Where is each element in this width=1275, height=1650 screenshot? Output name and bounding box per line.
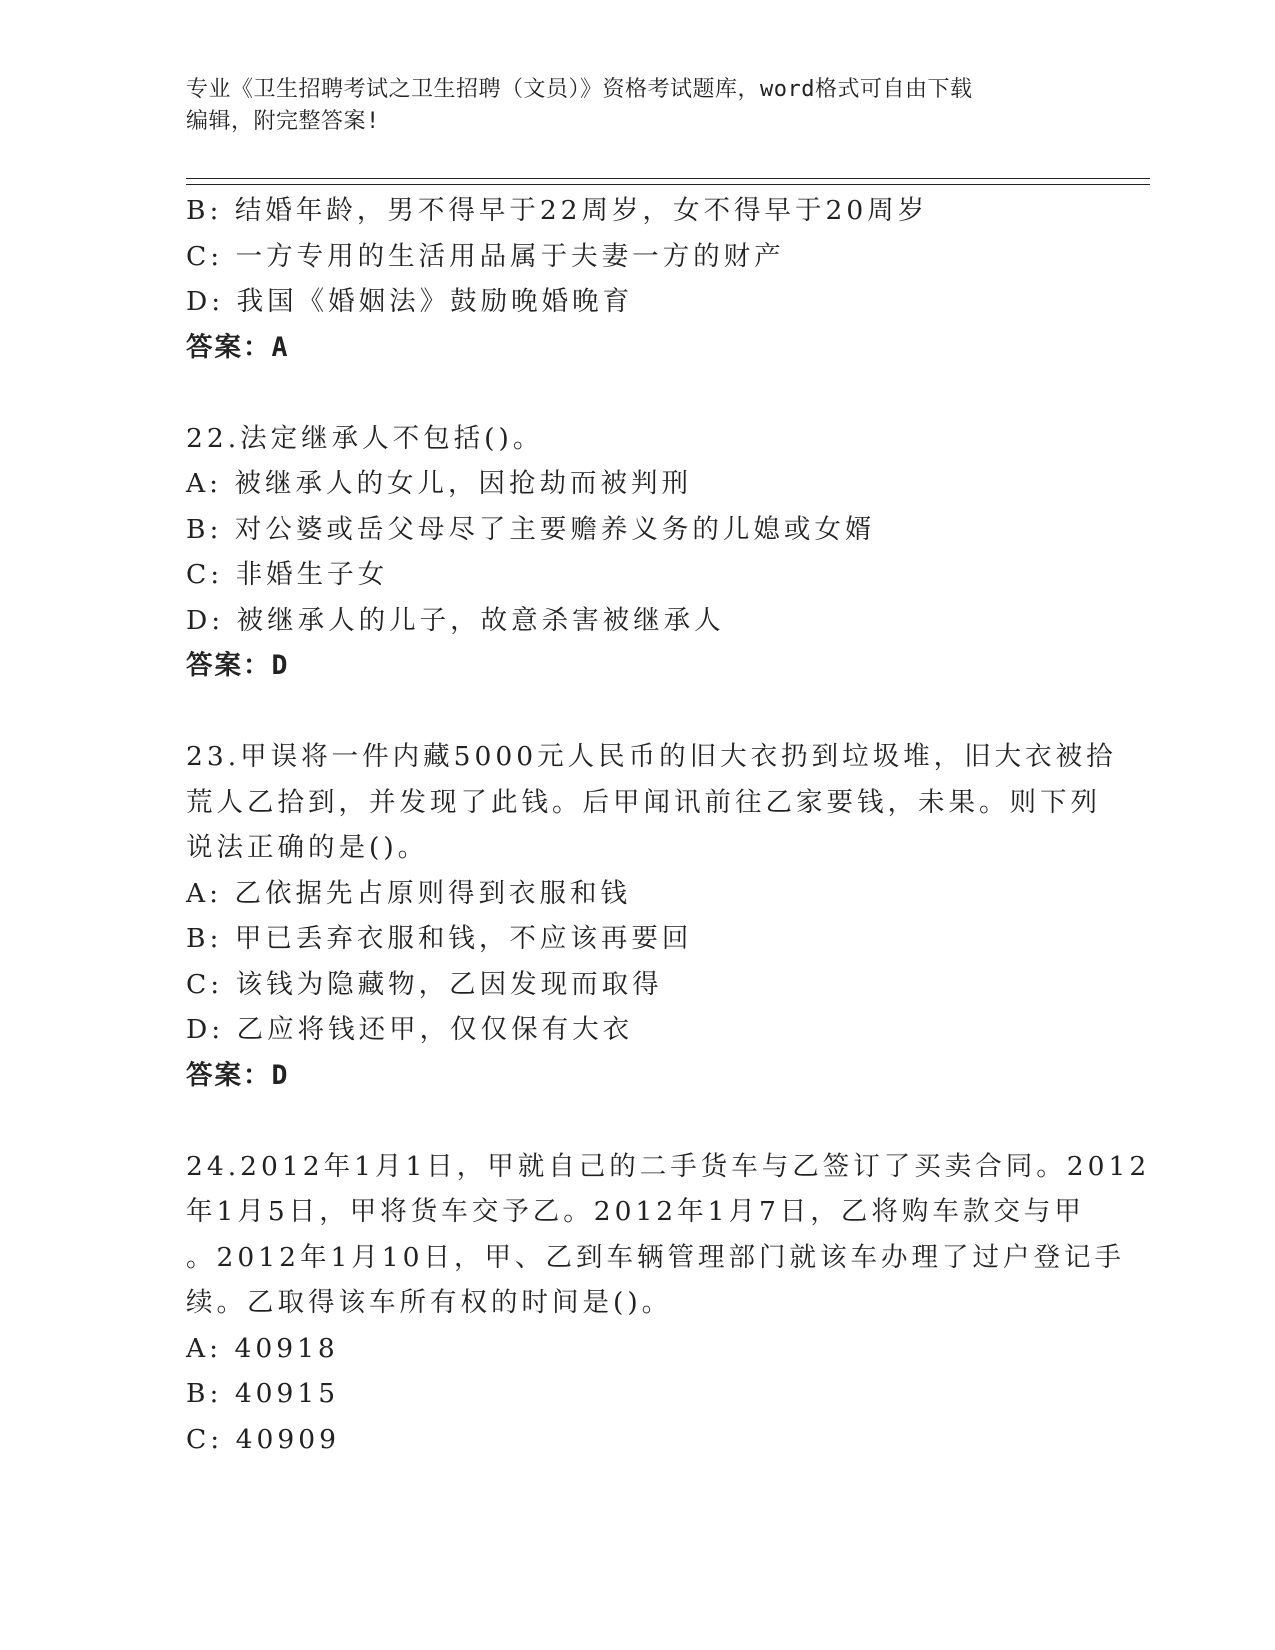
q24-option-b: B: 40915 bbox=[186, 1378, 340, 1409]
header-divider-bottom bbox=[186, 184, 1150, 185]
q23-option-d: D: 乙应将钱还甲，仅仅保有大衣 bbox=[186, 1014, 634, 1045]
question-23 bbox=[186, 734, 1117, 1098]
q22-option-b: B: 对公婆或岳父母尽了主要赡养义务的儿媳或女婿 bbox=[186, 513, 876, 545]
q21-answer: 答案：A bbox=[186, 331, 290, 363]
q24-option-c: C: 40909 bbox=[186, 1423, 340, 1455]
page-header bbox=[186, 74, 1086, 138]
q21-option-c: C: 一方专用的生活用品属于夫妻一方的财产 bbox=[186, 240, 785, 272]
header-line-1: 专业《卫生招聘考试之卫生招聘（文员）》资格考试题库，word格式可自由下载 bbox=[186, 77, 973, 102]
header-divider-top bbox=[186, 178, 1150, 179]
question-list bbox=[186, 188, 1151, 1462]
q24-option-a: A: 40918 bbox=[186, 1332, 339, 1364]
q22-question: 22.法定继承人不包括()。 bbox=[186, 422, 544, 454]
question-24 bbox=[186, 1144, 1151, 1463]
q22-option-c: C: 非婚生子女 bbox=[186, 559, 389, 590]
header-line-2: 编辑，附完整答案! bbox=[186, 109, 380, 134]
q23-question-line-3: 说法正确的是()。 bbox=[186, 832, 429, 863]
spacer bbox=[186, 1098, 1086, 1144]
q22-answer: 答案：D bbox=[186, 650, 290, 681]
q22-option-d: D: 被继承人的儿子，故意杀害被继承人 bbox=[186, 604, 725, 636]
q23-option-a: A: 乙依据先占原则得到衣服和钱 bbox=[186, 877, 631, 909]
q24-question-line-2: 年1月5日，甲将货车交予乙。2012年1月7日，乙将购车款交与甲 bbox=[186, 1196, 1085, 1227]
q21-option-b: B: 结婚年龄，男不得早于22周岁，女不得早于20周岁 bbox=[186, 195, 929, 226]
q24-question-line-3: 。2012年1月10日，甲、乙到车辆管理部门就该车办理了过户登记手 bbox=[186, 1241, 1126, 1273]
q23-question-line-1: 23.甲误将一件内藏5000元人民币的旧大衣扔到垃圾堆，旧大衣被拾 bbox=[186, 741, 1117, 772]
question-22 bbox=[186, 416, 1086, 689]
q23-answer: 答案：D bbox=[186, 1059, 290, 1091]
spacer bbox=[186, 689, 1086, 735]
q21-option-d: D: 我国《婚姻法》鼓励晚婚晚育 bbox=[186, 286, 634, 317]
q22-option-a: A: 被继承人的女儿，因抢劫而被判刑 bbox=[186, 468, 692, 499]
q24-question-line-4: 续。乙取得该车所有权的时间是()。 bbox=[186, 1287, 673, 1318]
spacer bbox=[186, 370, 1086, 416]
q23-question-line-2: 荒人乙拾到，并发现了此钱。后甲闻讯前往乙家要钱，未果。则下列 bbox=[186, 786, 1101, 818]
q23-option-c: C: 该钱为隐藏物，乙因发现而取得 bbox=[186, 968, 663, 1000]
q24-question-line-1: 24.2012年1月1日，甲就自己的二手货车与乙签订了买卖合同。2012 bbox=[186, 1150, 1151, 1182]
q23-option-b: B: 甲已丢弃衣服和钱，不应该再要回 bbox=[186, 923, 693, 954]
question-21 bbox=[186, 188, 1086, 370]
